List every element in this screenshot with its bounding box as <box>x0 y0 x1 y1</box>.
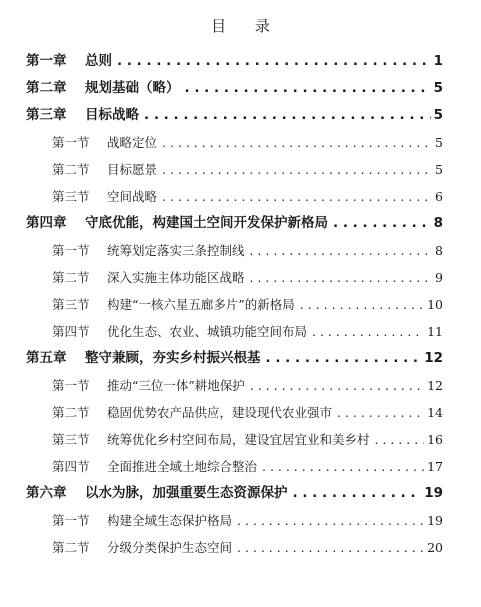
entry-number: 第二节 <box>52 540 90 555</box>
entry-title: 空间战略 <box>107 189 158 204</box>
dot-leader <box>250 237 433 264</box>
entry-number: 第一节 <box>52 513 90 528</box>
toc-entry[interactable] <box>0 291 481 318</box>
entry-title: 构建全域生态保护格局 <box>107 513 233 528</box>
entry-number: 第六章 <box>26 485 67 501</box>
toc-list <box>0 48 481 561</box>
toc-entry[interactable] <box>0 399 481 426</box>
entry-number: 第一节 <box>52 135 90 150</box>
toc-entry[interactable] <box>0 75 481 102</box>
dot-leader <box>333 210 431 237</box>
entry-title: 统筹划定落实三条控制线 <box>107 243 245 258</box>
entry-title: 整守兼顾，夯实乡村振兴根基 <box>85 350 261 366</box>
entry-title: 优化生态、农业、城镇功能空间布局 <box>107 324 308 339</box>
entry-title: 统筹优化乡村空间布局，建设宜居宜业和美乡村 <box>107 432 370 447</box>
entry-page: 6 <box>435 189 443 204</box>
entry-number: 第二节 <box>52 270 90 285</box>
entry-title: 战略定位 <box>107 135 158 150</box>
entry-number: 第一节 <box>52 243 90 258</box>
dot-leader <box>262 453 424 480</box>
entry-page: 14 <box>427 405 443 420</box>
entry-page: 5 <box>435 135 443 150</box>
entry-title: 守底优能，构建国土空间开发保护新格局 <box>85 215 328 231</box>
dot-leader <box>117 48 431 75</box>
entry-page: 16 <box>427 432 443 447</box>
toc-entry[interactable] <box>0 48 481 75</box>
dot-leader <box>250 264 433 291</box>
toc-entry[interactable] <box>0 318 481 345</box>
entry-title: 全面推进全域土地综合整治 <box>107 459 258 474</box>
dot-leader <box>162 183 432 210</box>
dot-leader <box>185 75 431 102</box>
entry-page: 5 <box>433 80 443 96</box>
dot-leader <box>250 372 424 399</box>
toc-entry[interactable] <box>0 453 481 480</box>
entry-page: 11 <box>427 324 443 339</box>
entry-number: 第四章 <box>26 215 67 231</box>
dot-leader <box>162 129 432 156</box>
entry-page: 12 <box>424 350 443 366</box>
dot-leader <box>266 345 422 372</box>
dot-leader <box>337 399 424 426</box>
dot-leader <box>237 507 424 534</box>
toc-entry[interactable] <box>0 129 481 156</box>
entry-page: 8 <box>435 243 443 258</box>
entry-page: 10 <box>427 297 443 312</box>
entry-page: 8 <box>433 215 443 231</box>
entry-number: 第二节 <box>52 405 90 420</box>
entry-page: 9 <box>435 270 443 285</box>
entry-title: 推动“三位一体”耕地保护 <box>107 378 245 393</box>
entry-page: 1 <box>433 53 443 69</box>
entry-number: 第三节 <box>52 189 90 204</box>
entry-page: 17 <box>427 459 443 474</box>
entry-title: 稳固优势农产品供应，建设现代农业强市 <box>107 405 333 420</box>
dot-leader <box>162 156 432 183</box>
entry-page: 5 <box>435 162 443 177</box>
dot-leader <box>237 534 424 561</box>
entry-page: 19 <box>427 513 443 528</box>
entry-number: 第二章 <box>26 80 67 96</box>
entry-page: 20 <box>427 540 443 555</box>
dot-leader <box>293 480 422 507</box>
entry-title: 目标战略 <box>85 107 139 123</box>
toc-entry[interactable] <box>0 183 481 210</box>
toc-entry[interactable] <box>0 264 481 291</box>
entry-title: 分级分类保护生态空间 <box>107 540 233 555</box>
toc-entry[interactable] <box>0 480 481 507</box>
dot-leader <box>312 318 424 345</box>
entry-title: 深入实施主体功能区战略 <box>107 270 245 285</box>
toc-entry[interactable] <box>0 507 481 534</box>
entry-number: 第一章 <box>26 53 67 69</box>
entry-number: 第一节 <box>52 378 90 393</box>
entry-number: 第三节 <box>52 432 90 447</box>
entry-page: 5 <box>433 107 443 123</box>
entry-number: 第四节 <box>52 324 90 339</box>
entry-title: 目标愿景 <box>107 162 158 177</box>
entry-title: 规划基础（略） <box>85 80 180 96</box>
dot-leader <box>144 102 431 129</box>
dot-leader <box>375 426 425 453</box>
entry-title: 总则 <box>85 53 112 69</box>
toc-entry[interactable] <box>0 237 481 264</box>
toc-entry[interactable] <box>0 372 481 399</box>
toc-entry[interactable] <box>0 534 481 561</box>
toc-entry[interactable] <box>0 426 481 453</box>
toc-entry[interactable] <box>0 210 481 237</box>
toc-title: 目 录 <box>211 17 282 35</box>
entry-title: 构建“一核六星五廊多片”的新格局 <box>107 297 295 312</box>
entry-page: 12 <box>427 378 443 393</box>
entry-number: 第五章 <box>26 350 67 366</box>
entry-title: 以水为脉，加强重要生态资源保护 <box>85 485 288 501</box>
toc-entry[interactable] <box>0 102 481 129</box>
dot-leader <box>300 291 424 318</box>
entry-page: 19 <box>424 485 443 501</box>
entry-number: 第三章 <box>26 107 67 123</box>
entry-number: 第四节 <box>52 459 90 474</box>
entry-number: 第二节 <box>52 162 90 177</box>
toc-entry[interactable] <box>0 345 481 372</box>
toc-entry[interactable] <box>0 156 481 183</box>
entry-number: 第三节 <box>52 297 90 312</box>
